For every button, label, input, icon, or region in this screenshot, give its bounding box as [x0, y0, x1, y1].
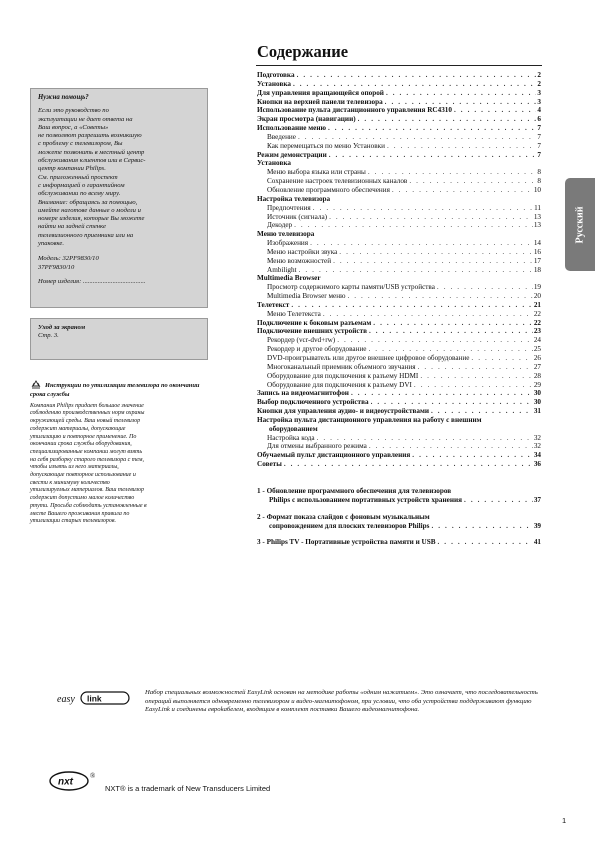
- toc-entry-title: Меню настройки звука: [267, 247, 338, 256]
- toc-entry-page: 32: [533, 433, 541, 442]
- help-text: Если это руководство по эксплуатации не дает ответа на Ваш вопрос, а «Советы» не позволяют разрешить возникшую с проблему с телевизором, Вы можете позвонить в местный центр обслуживания клиентов или в Сервис- центр компании Philips. См. приложенный проспект с информацией о гарантийном обслуживании по всему миру. Внимание: обращаясь за помощью, имейте наготове данные о модели и номере изделия, которые Вы можете найти на задней стенке телевизионного приемника или на упаковке.: [38, 107, 146, 248]
- toc-leader-dots: [339, 248, 533, 257]
- toc-appendix-line: [257, 513, 541, 522]
- toc-entry-title: Источник (сигнала): [267, 212, 328, 221]
- toc-entry: [257, 133, 541, 142]
- toc-entry-title: Подключение к боковым разъемам: [257, 318, 372, 327]
- toc-leader-dots: [313, 204, 533, 213]
- toc-entry: [257, 115, 541, 124]
- toc-entry: [257, 151, 541, 160]
- toc-entry: [257, 407, 541, 416]
- nxt-trademark-text: NXT® is a trademark of New Transducers Limited: [105, 784, 271, 793]
- toc-entry-page: 4: [537, 106, 541, 115]
- toc-leader-dots: [317, 434, 533, 443]
- toc-entry-page: 16: [533, 247, 541, 256]
- toc-spacer: [257, 469, 541, 487]
- toc-entry-title: Многоканальный приемник объемного звучания: [267, 362, 416, 371]
- toc-entry: [257, 248, 541, 257]
- toc-entry-title: Рекордер (vcr-dvd+rw): [267, 336, 336, 345]
- toc-entry-title: Подключение внешних устройств: [257, 327, 367, 336]
- recycle-icon: [30, 380, 42, 391]
- recycle-title: Инструкции по утилизации телевизора по окончании срока службы: [30, 381, 200, 398]
- toc-entry-title: Оборудование для подключения к разъему DVI: [267, 380, 412, 389]
- toc-entry-title: Настройка кода: [267, 433, 315, 442]
- toc-entry: [257, 168, 541, 177]
- toc-entry: [257, 106, 541, 115]
- toc-leader-dots: [471, 354, 532, 363]
- toc-leader-dots: [414, 381, 533, 390]
- screen-care-title: Уход за экраном: [38, 324, 86, 331]
- toc-appendix-entry: [257, 513, 541, 531]
- toc-entry: [257, 398, 541, 407]
- screen-care-text: Стр. 3.: [38, 332, 59, 340]
- toc-entry-page: 7: [537, 132, 541, 141]
- toc-entry-title: Меню телевизора: [257, 230, 315, 239]
- toc-leader-dots: [431, 522, 532, 531]
- toc-entry: [257, 327, 541, 336]
- toc-entry-page: 23: [533, 327, 541, 336]
- toc-entry-title: Телетекст: [257, 300, 290, 309]
- toc-entry-title: Ambilight: [267, 265, 297, 274]
- toc-appendix-line: [257, 522, 541, 531]
- toc-entry: [257, 416, 541, 425]
- toc-leader-dots: [329, 213, 533, 222]
- toc-leader-dots: [373, 319, 533, 328]
- toc-leader-dots: [358, 115, 537, 124]
- toc-entry-page: 11: [534, 203, 541, 212]
- toc-entry-title: Режим демонстрации: [257, 150, 327, 159]
- toc-entry-page: 30: [533, 389, 541, 398]
- toc-entry-page: 13: [533, 212, 541, 221]
- toc-entry-title: Multimedia Browser: [257, 274, 321, 283]
- toc-entry: [257, 292, 541, 301]
- toc-appendix-entry: [257, 538, 541, 547]
- toc-entry-page: 25: [533, 345, 541, 354]
- toc-entry: [257, 274, 541, 283]
- nxt-logo: [48, 770, 90, 792]
- toc-entry: [257, 363, 541, 372]
- toc-entry-page: 27: [533, 362, 541, 371]
- toc-leader-dots: [329, 151, 537, 160]
- toc-appendix-page: 37: [533, 495, 541, 504]
- toc-entry: [257, 381, 541, 390]
- toc-leader-dots: [328, 124, 536, 133]
- toc-entry-title: Оборудование для подключения к разъему HDMI: [267, 371, 419, 380]
- toc-leader-dots: [294, 221, 533, 230]
- toc-leader-dots: [369, 327, 533, 336]
- toc-leader-dots: [386, 89, 536, 98]
- toc-appendix-page: 39: [533, 521, 541, 530]
- toc-entry-title: Меню выбора языка или страны: [267, 168, 366, 177]
- language-tab-label: Русский: [574, 206, 586, 243]
- toc-entry: [257, 319, 541, 328]
- toc-entry: [257, 221, 541, 230]
- toc-entry-title: Декодер: [267, 221, 293, 230]
- toc-entry-title: Меню возможностей: [267, 256, 332, 265]
- toc-entry-page: 21: [533, 300, 541, 309]
- toc-leader-dots: [418, 363, 533, 372]
- toc-entry: [257, 142, 541, 151]
- toc-entry-title: Меню Телетекста: [267, 309, 321, 318]
- toc-entry-page: 17: [533, 256, 541, 265]
- toc-entry-page: 26: [533, 354, 541, 362]
- toc-leader-dots: [337, 336, 533, 345]
- toc-entry-page: 31: [533, 407, 541, 416]
- toc-entry-page: 7: [537, 124, 541, 133]
- toc-entry: [257, 345, 541, 354]
- help-box: [30, 88, 208, 308]
- toc-entry-page: 19: [533, 283, 541, 292]
- toc-entry-title: Просмотр содержимого карты памяти/USB устройства: [267, 283, 435, 292]
- toc-entry: [257, 460, 541, 469]
- toc-leader-dots: [412, 451, 533, 460]
- toc-appendix-line: [257, 487, 541, 496]
- toc-entry-title: Настройка телевизора: [257, 194, 331, 203]
- toc-leader-dots: [298, 133, 536, 142]
- toc-appendix-subtitle: Philips с использованием портативных устройств хранения: [269, 495, 463, 504]
- toc-entry: [257, 257, 541, 266]
- toc-entry: [257, 80, 541, 89]
- toc-appendix-title: 3 - Philips TV - Портативные устройства памяти и USB: [257, 538, 436, 547]
- toc-entry-page: 22: [533, 318, 541, 327]
- toc-entry-page: 24: [533, 336, 541, 345]
- toc-appendix-line: [257, 496, 541, 505]
- toc-entry-page: 8: [537, 168, 541, 177]
- toc-entry-page: 7: [537, 150, 541, 159]
- toc-entry-title: Рекордер и другое оборудование: [267, 345, 367, 354]
- toc-leader-dots: [333, 257, 533, 266]
- toc-entry-title: Изображения: [267, 239, 309, 248]
- model-numbers: Модель: 32PF9830/10 37PF9830/10: [38, 255, 99, 271]
- svg-text:link: link: [87, 693, 102, 704]
- toc-leader-dots: [454, 106, 536, 115]
- serial-number-field: Номер изделия: ......................................: [38, 277, 146, 285]
- toc-entry: [257, 425, 541, 434]
- toc-entry-page: 13: [533, 221, 541, 230]
- toc-title: Содержание: [257, 42, 349, 61]
- toc-entry: [257, 177, 541, 186]
- toc-entry: [257, 266, 541, 275]
- toc-entry-title: Multimedia Browser меню: [267, 292, 346, 301]
- toc-entry-title: Использование меню: [257, 124, 326, 133]
- toc-entry: [257, 71, 541, 80]
- toc-entry-title: Введение: [267, 132, 296, 141]
- toc-entry-title: Сохранение настроек телевизионных каналов: [267, 177, 408, 186]
- toc-leader-dots: [293, 80, 536, 89]
- toc-entry: [257, 124, 541, 133]
- toc-leader-dots: [297, 71, 537, 80]
- toc-appendix-title: 1 - Обновление программного обеспечения для телевизоров: [257, 486, 452, 495]
- toc-list: [257, 71, 541, 555]
- toc-entry: [257, 186, 541, 195]
- toc-entry: [257, 159, 541, 168]
- toc-entry-title: DVD-проигрыватель или другое внешнее цифровое оборудование: [267, 354, 470, 362]
- toc-leader-dots: [420, 372, 533, 381]
- toc-entry: [257, 301, 541, 310]
- toc-entry-title: Установка: [257, 79, 291, 88]
- easylink-text: Набор специальных возможностей EasyLink основан на методике работы «одним нажатием». Это означает, что последовательность операций выполняется одновременно телевизором и видео-магнитофоном, при условии, что оба устройства поддерживают функцию EasyLink и соединены евроkабелем, входящим в комплект поставки Вашего видеомагнитофона.: [145, 689, 538, 714]
- toc-entry-title: Для отмены выбранного режима: [267, 442, 367, 451]
- toc-entry-page: 14: [533, 239, 541, 248]
- toc-entry: [257, 230, 541, 239]
- toc-entry: [257, 98, 541, 107]
- toc-divider: [256, 65, 542, 66]
- toc-entry: [257, 354, 541, 363]
- toc-leader-dots: [284, 460, 533, 469]
- toc-appendix-page: 41: [533, 538, 541, 547]
- toc-leader-dots: [369, 345, 533, 354]
- language-tab: [565, 178, 595, 271]
- toc-leader-dots: [323, 310, 533, 319]
- toc-entry: [257, 89, 541, 98]
- toc-leader-dots: [291, 301, 532, 310]
- toc-entry-page: 20: [533, 292, 541, 301]
- toc-leader-dots: [371, 398, 533, 407]
- toc-appendix-subtitle: сопровождением для плоских телевизоров Philips: [269, 521, 430, 530]
- toc-leader-dots: [369, 442, 533, 451]
- toc-entry-title: Установка: [257, 159, 291, 168]
- page-number: 1: [562, 816, 567, 825]
- toc-entry-page: 10: [533, 185, 541, 194]
- toc-entry: [257, 213, 541, 222]
- toc-entry-page: 28: [533, 371, 541, 380]
- toc-leader-dots: [385, 98, 537, 107]
- toc-entry-page: 7: [537, 141, 541, 150]
- toc-entry: [257, 336, 541, 345]
- toc-leader-dots: [431, 407, 533, 416]
- toc-appendix-line: [257, 538, 541, 547]
- toc-entry-title: Настройка пульта дистанционного управления на работу с внешним: [257, 415, 482, 424]
- toc-entry-title: Кнопки для управления аудио- и видеоустройствами: [257, 407, 430, 416]
- toc-leader-dots: [437, 538, 532, 547]
- toc-entry-page: 30: [533, 398, 541, 407]
- toc-leader-dots: [310, 239, 533, 248]
- toc-leader-dots: [392, 186, 533, 195]
- recycle-text: Компания Philips придает большое значение соблюдению производственных норм охраны окружающей среды. Ваш новый телевизор содержит материалы, допускающие утилизацию и повторное применение. По окончании срока службы оборудования, специализированные компании могут взять на себя разборку старого телевизора с тем, чтобы изъять из него материалы, допускающие повторное использование и свести к минимуму количество утилизируемых материалов. Ваш телевизор содержит допустимо малое количество ртути. Просьба соблюдать установленные в месте Вашего проживания правила по утилизации старых телевизоров.: [30, 402, 147, 525]
- toc-entry-page: 22: [533, 309, 541, 318]
- toc-entry: [257, 283, 541, 292]
- toc-appendix-title: 2 - Формат показа слайдов с фоновым музыкальным: [257, 512, 430, 521]
- toc-entry-title: Подготовка: [257, 71, 295, 79]
- toc-entry-page: 29: [533, 380, 541, 389]
- toc-entry-page: 36: [533, 460, 541, 469]
- toc-leader-dots: [387, 142, 536, 151]
- svg-text:nxt: nxt: [58, 776, 73, 788]
- toc-leader-dots: [299, 266, 533, 275]
- toc-entry-page: 32: [533, 442, 541, 451]
- toc-entry: [257, 372, 541, 381]
- easylink-logo: [55, 688, 133, 708]
- toc-entry: [257, 204, 541, 213]
- help-title: Нужна помощь?: [38, 94, 89, 101]
- toc-entry-page: 2: [537, 79, 541, 88]
- toc-entry-title: Предпочтения: [267, 203, 311, 212]
- toc-entry: [257, 434, 541, 443]
- toc-entry-title: Как перемещаться по меню Установки: [267, 141, 385, 150]
- toc-leader-dots: [351, 389, 533, 398]
- toc-entry-title: Запись на видеомагнитофон: [257, 389, 349, 398]
- toc-entry-title: Кнопки на верхней панели телевизора: [257, 97, 383, 106]
- toc-entry: [257, 451, 541, 460]
- svg-text:easy: easy: [57, 694, 75, 705]
- toc-entry: [257, 195, 541, 204]
- toc-entry: [257, 442, 541, 451]
- toc-entry-page: 3: [537, 97, 541, 106]
- toc-entry-title: Для управления вращающейся опорой: [257, 88, 384, 97]
- toc-entry-title: Советы: [257, 460, 282, 469]
- toc-entry-page: 6: [537, 115, 541, 124]
- toc-entry-title: Обучаемый пульт дистанционного управления: [257, 451, 411, 460]
- toc-entry-title: Выбор подключенного устройства: [257, 398, 369, 407]
- toc-entry-page: 34: [533, 451, 541, 460]
- screen-care-box: [30, 318, 208, 360]
- toc-entry-title: оборудованием: [269, 424, 318, 433]
- toc-entry-title: Обновление программного обеспечения: [267, 185, 390, 194]
- toc-entry: [257, 389, 541, 398]
- toc-leader-dots: [437, 283, 533, 292]
- toc-leader-dots: [368, 168, 537, 177]
- nxt-registered-mark: ®: [90, 772, 96, 780]
- toc-leader-dots: [347, 292, 532, 301]
- toc-entry-page: 8: [537, 177, 541, 186]
- toc-leader-dots: [409, 177, 536, 186]
- toc-entry: [257, 239, 541, 248]
- toc-leader-dots: [464, 496, 533, 505]
- toc-entry-title: Экран просмотра (навигации): [257, 115, 356, 124]
- toc-entry-page: 18: [533, 265, 541, 274]
- toc-entry-page: 3: [537, 88, 541, 97]
- toc-appendix-entry: [257, 487, 541, 505]
- toc-entry-page: 2: [537, 71, 541, 79]
- toc-entry-title: Использование пульта дистанционного управления RC4310: [257, 106, 452, 115]
- recycle-section: [30, 380, 210, 526]
- toc-entry: [257, 310, 541, 319]
